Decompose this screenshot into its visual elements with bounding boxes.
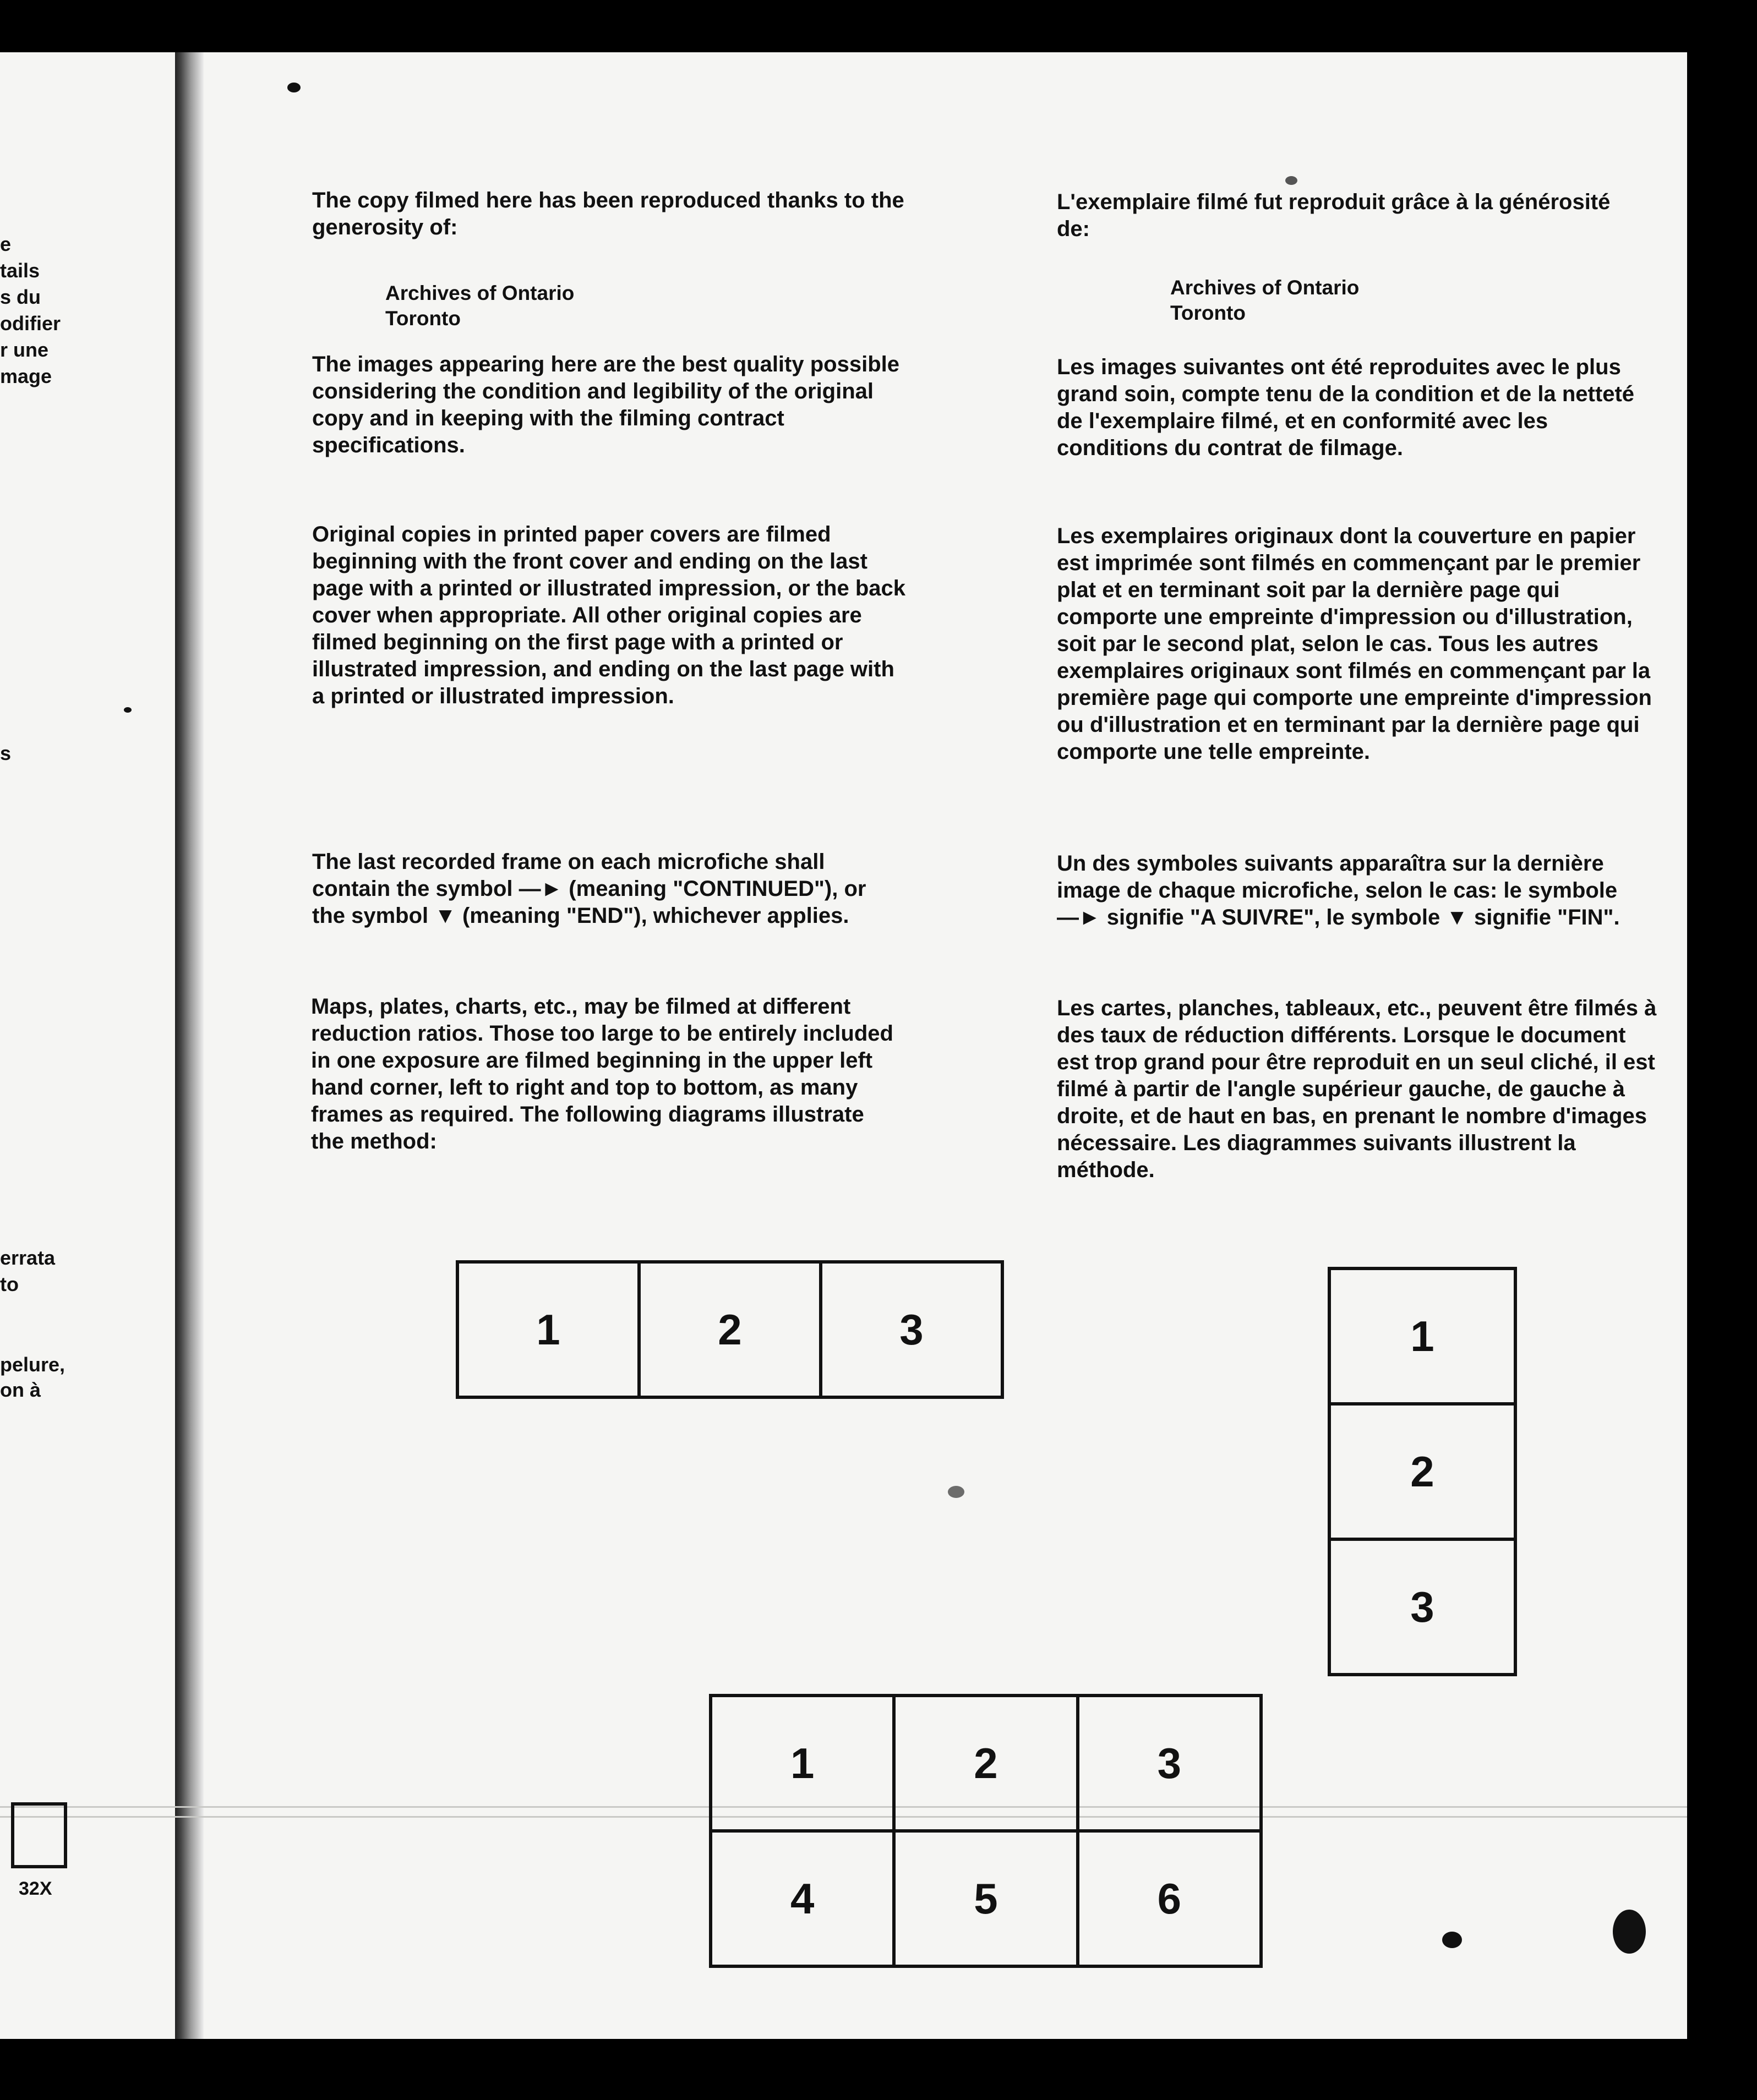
english-maps: Maps, plates, charts, etc., may be filmed at different reduction ratios. Those too large to be entirely included in one exposure are filmed beginning in the upper left hand corner, left to right and top to bottom, as many frames as required. The following diagrams illustrate the method: <box>311 994 893 1153</box>
film-speck <box>948 1486 964 1498</box>
diagram-cell: 3 <box>1329 1539 1515 1675</box>
film-speck <box>1285 176 1297 185</box>
left-fragment: tails <box>0 259 40 282</box>
english-quality: The images appearing here are the best quality possible considering the condition and legibility of the original copy and in keeping with the filming contract specifications. <box>312 352 899 457</box>
french-maps: Les cartes, planches, tableaux, etc., peuvent être filmés à des taux de réduction différents. Lorsque le document est trop grand pour être reproduit en un seul cliché, il est filmé à partir de l'angle supérieur gauche, de gauche à droite, et de haut en bas, en prenant le nombre d'images nécessaire. Les diagrammes suivants illustrent la méthode. <box>1057 996 1657 1182</box>
english-city: Toronto <box>385 307 461 330</box>
left-fragment: s du <box>0 286 41 308</box>
diagram-cell: 1 <box>1329 1268 1515 1404</box>
diagram-cell: 3 <box>821 1262 1002 1397</box>
diagram-cell: 6 <box>1078 1831 1261 1966</box>
left-fragment: r une <box>0 338 49 361</box>
film-speck <box>1442 1932 1462 1948</box>
french-quality: Les images suivantes ont été reproduites avec le plus grand soin, compte tenu de la condition et de la netteté de l'exemplaire filmé, et en conformité avec les conditions du contrat de filmage. <box>1057 355 1635 460</box>
left-fragment-box <box>11 1802 67 1868</box>
left-frame-label: 32X <box>19 1878 52 1899</box>
diagram-cell: 2 <box>894 1696 1077 1831</box>
english-covers: Original copies in printed paper covers are filmed beginning with the front cover and ending on the last page with a printed or illustrated impression, or the back cover when appropriate. All other original copies are filmed beginning on the first page with a printed or illustrated impression, and ending on the last page with a printed or illustrated impression. <box>312 522 905 708</box>
english-symbols: The last recorded frame on each microfiche shall contain the symbol —► (meaning "CONTINUED"), or the symbol ▼ (meaning "END"), whichever applies. <box>312 850 866 928</box>
left-fragment: on à <box>0 1379 41 1401</box>
french-symbols: Un des symboles suivants apparaîtra sur la dernière image de chaque microfiche, selon le cas: le symbole —► signifie "A SUIVRE", le symbole ▼ signifie "FIN". <box>1057 851 1620 929</box>
french-covers: Les exemplaires originaux dont la couverture en papier est imprimée sont filmés en commençant par le premier plat et en terminant soit par la dernière page qui comporte une empreinte d'impression ou d'illustration, soit par le second plat, selon le cas. Tous les autres exemplaires originaux sont filmés en commençant par la première page qui comporte une empreinte d'impression ou d'illustration et en terminant par la dernière page qui comporte une telle empreinte. <box>1057 524 1652 764</box>
left-fragment: to <box>0 1273 19 1295</box>
english-institution: Archives of Ontario <box>385 282 575 304</box>
english-credit-intro: The copy filmed here has been reproduced thanks to the generosity of: <box>312 188 904 239</box>
french-credit-intro: L'exemplaire filmé fut reproduit grâce à la générosité de: <box>1057 190 1611 241</box>
diagram-cell: 5 <box>894 1831 1077 1966</box>
diagram-vertical <box>1328 1267 1517 1676</box>
diagram-grid <box>709 1694 1263 1968</box>
diagram-cell: 2 <box>639 1262 821 1397</box>
french-institution: Archives of Ontario <box>1170 276 1360 299</box>
left-fragment: s <box>0 742 12 764</box>
film-border <box>0 0 1757 52</box>
diagram-horizontal <box>456 1260 1004 1399</box>
frame-divider <box>175 52 204 2039</box>
film-speck <box>1613 1910 1646 1954</box>
film-border <box>0 2039 1757 2100</box>
diagram-cell: 2 <box>1329 1404 1515 1539</box>
film-speck <box>287 83 301 92</box>
film-border <box>1687 0 1757 2100</box>
left-fragment: mage <box>0 365 52 387</box>
diagram-cell: 1 <box>457 1262 639 1397</box>
diagram-cell: 4 <box>711 1831 894 1966</box>
left-fragment: e <box>0 233 12 255</box>
left-fragment: errata <box>0 1246 56 1269</box>
diagram-cell: 3 <box>1078 1696 1261 1831</box>
french-city: Toronto <box>1170 302 1246 324</box>
left-fragment: pelure, <box>0 1353 66 1376</box>
film-speck <box>124 707 132 713</box>
diagram-cell: 1 <box>711 1696 894 1831</box>
left-fragment: odifier <box>0 312 61 335</box>
